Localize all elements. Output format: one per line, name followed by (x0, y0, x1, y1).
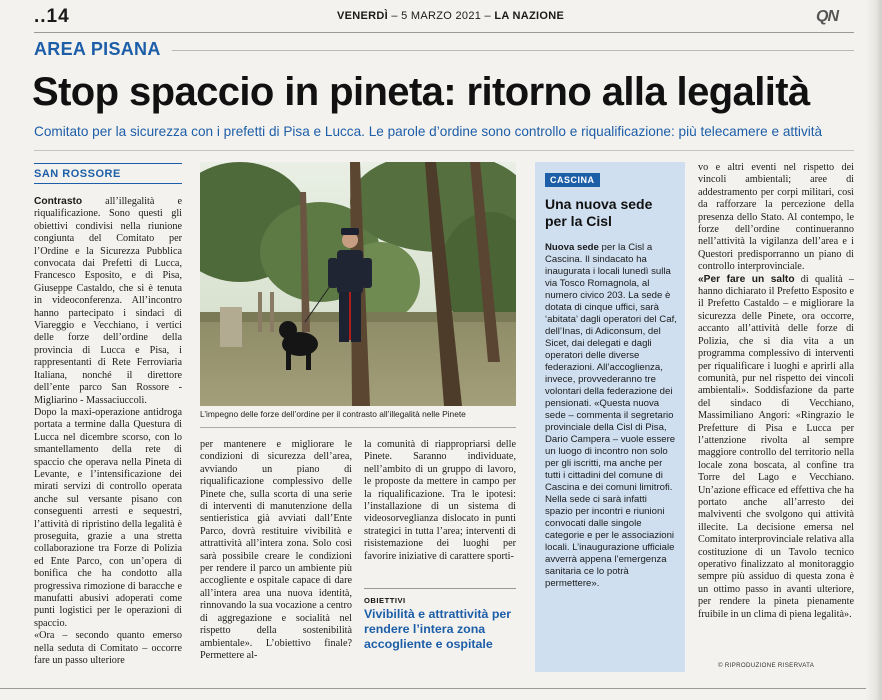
qn-logo: QN (816, 8, 838, 25)
dateline-date: 5 MARZO 2021 (401, 10, 482, 22)
sidebar-tag: CASCINA (545, 173, 600, 187)
section-title: AREA PISANA (34, 39, 161, 59)
header-rule (34, 32, 854, 33)
article-paragraph: «Ora – secondo quanto emerso nella seduta di Comitato – occorre fare un passo ulteriore (34, 630, 182, 667)
page-dateline (337, 10, 564, 22)
sidebar-body: per la Cisl a Cascina. Il sindacato ha inaugurata i locali lunedì sulla via Tosco Romagnola, al numero civico 203. La sede è dotata di cinque uffici, sarà ‘abitata’ dagli operatori del Caf, dell’Inas, di Adiconsum, del Sicet, dai delegati e dagli operatori delle diverse federazioni. All’accoglienza, invece, provvederanno tre volontari della federazione dei pensionati. «Questa nuova sede – commenta il segretario provinciale della Cisl di Pisa, Dario Campera – vuole essere un luogo di incontro non solo per gli iscritti, ma anche per tutti i cittadini del comune di Cascina e dei comuni limitrofi. Nella sede ci sarà infatti spazio per incontri e riunioni convocati dalle singole categorie e per le associazioni locali. L’inaugurazione ufficiale avverrà appena l’emergenza sanitaria ce lo potrà permettere». (545, 242, 677, 589)
subheadline-rule (34, 150, 854, 151)
place-label: SAN ROSSORE (34, 168, 121, 180)
article-column-2 (200, 439, 352, 671)
place-rule-top (34, 163, 182, 164)
subheadline: Comitato per la sicurezza con i prefetti di Pisa e Lucca. Le parole d’ordine sono controllo e riqualificazione: più telecamere e attività (34, 124, 823, 139)
copyright-note: © RIPRODUZIONE RISERVATA (718, 662, 815, 669)
article-paragraph: la comunità di riappropriarsi delle Pinete. Saranno individuate, nell’ambito di un gruppo di lavoro, le proposte da mettere in campo per la riqualificazione. Tra le ipotesi: l’installazione di un sistema di videosorveglianza dislocato in punti strategici in tutta l’area; interventi di risistemazione dei luoghi per favorire iniziative di carattere sporti- (364, 439, 516, 562)
sidebar-text (545, 242, 677, 670)
article-column-5 (698, 162, 854, 642)
bottom-rule (0, 688, 882, 689)
page-edge (866, 0, 882, 700)
paragraph-text: all’illegalità e riqualificazione. Sono questi gli obiettivi condivisi nella riunione congiunta del Comitato per l’Ordine e la Sicurezza Pubblica convocata dai Prefetti di Lucca, Francesco Esposito, e di Pisa, Giuseppe Castaldo, che si è tenuta in videoconferenza. All’incontro hanno partecipato i sindaci di Viareggio e Vecchiano, i vertici delle forze dell’ordine della provincia di Lucca e Pisa, i rappresentanti di Rete Ferroviaria Italiana, nonché il direttore dell’ente parco San Rossore - Migliarino - Massaciuccoli. (34, 196, 182, 406)
article-column-1 (34, 196, 182, 674)
objectives-pullquote: Vivibilità e attrattività per rendere l’intera zona accogliente e ospitale (364, 607, 512, 651)
sidebar-lead: Nuova sede (545, 242, 599, 253)
caption-rule (200, 427, 516, 428)
objectives-rule (364, 588, 516, 589)
headline: Stop spaccio in pineta: ritorno alla legalità (32, 70, 810, 114)
paragraph-text: di qualità – hanno dichiarato il Prefetto Esposito e il Prefetto Castaldo – e migliorare la sicurezza delle Pinete, ora occorre, accanto all’attività delle forze di Polizia, che si dia vita a un programma complessivo di interventi per riqualificare i luoghi e aprirli alla comunità, pur nel rispetto dei vincoli ambientali». Soddisfazione da parte del sindaco di Vecchiano, Massimiliano Angori: «Ringrazio le Prefetture di Pisa e Lucca per l’attenzione rivolta al sempre maggiore controllo del territorio nella locale zona boscata, al confine tra Torre del Lago e Vecchiano. Un’azione efficace ed effettiva che ha portato anche all’arresto dei malviventi che svolgono qui attività illecite. La decisione emersa nel Comitato interprovinciale relativa alla costituzione di un Tavolo tecnico operativo finalizzato al monitoraggio sempre più assiduo di questa zona è un ottimo passo in avanti ulteriore, per rendere la pineta pienamente fruibile in un clima di piena legalità». (698, 273, 854, 620)
article-paragraph: Dopo la maxi-operazione antidroga portata a termine dalla Questura di Lucca nel dicembre scorso, con lo smantellamento della rete di spaccio che operava nella Pineta di Levante, e l’intensificazione dei mirati servizi di controllo operata anche sul versante pisano con conseguenti arresti e sequestri, l’attività di ripristino della legalità è proseguita, grazie a una stretta collaborazione tra Forze di Polizia ed Ente Parco, con un’opera di bonifica che ha condotto alla progressiva rimozione di baracche e manufatti abusivi adoperati come punti logistici per le operazioni di spaccio. (34, 406, 182, 629)
section-rule (172, 50, 854, 51)
article-paragraph: vo e altri eventi nel rispetto dei vincoli ambientali; aree di addestramento per corpi militari, così da rafforzare la percezione della presenza dello Stato. Al contempo, le forze dell’ordine continueranno nell’attività la vigilanza dell’area e i Questori predisporranno un piano di controllo interprovinciale. (698, 162, 854, 273)
dateline-sep2: – (484, 10, 495, 22)
photo-caption: L’impegno delle forze dell’ordine per il contrasto all’illegalità nelle Pinete (200, 409, 466, 419)
article-paragraph (34, 196, 182, 407)
dateline-day: VENERDÌ (337, 10, 388, 22)
page-number: ..14 (34, 6, 70, 27)
article-paragraph: per mantenere e migliorare le condizioni di sicurezza dell’area, avviando un piano di riqualificazione complessivo delle Pinete che, sulla scorta di una serie di interventi di manutenzione della sentieristica già avviati dall’Ente Parco, dovrà restituire vivibilità e attrattività all’intera zona. Solo così sarà possibile creare le condizioni per rendere il parco un ambiente più accogliente e ospitale capace di dare all’intera area una nuova identità, rinnovando la sua vocazione a centro di aggregazione e socialità nel rispetto della sostenibilità ambientale». L’obiettivo finale? Permettere al- (200, 439, 352, 661)
lead-word: Contrasto (34, 196, 83, 207)
pineta-police-dog-image (200, 162, 516, 406)
dateline-newspaper: LA NAZIONE (494, 10, 565, 22)
article-column-3 (364, 439, 516, 579)
lead-quote: «Per fare un salto (698, 273, 795, 285)
article-photo (200, 162, 516, 406)
article-paragraph (698, 274, 854, 621)
objectives-label: OBIETTIVI (364, 596, 406, 605)
dateline-sep: – (391, 10, 402, 22)
sidebar-title: Una nuova sede per la Cisl (545, 196, 653, 229)
place-rule (34, 183, 182, 184)
